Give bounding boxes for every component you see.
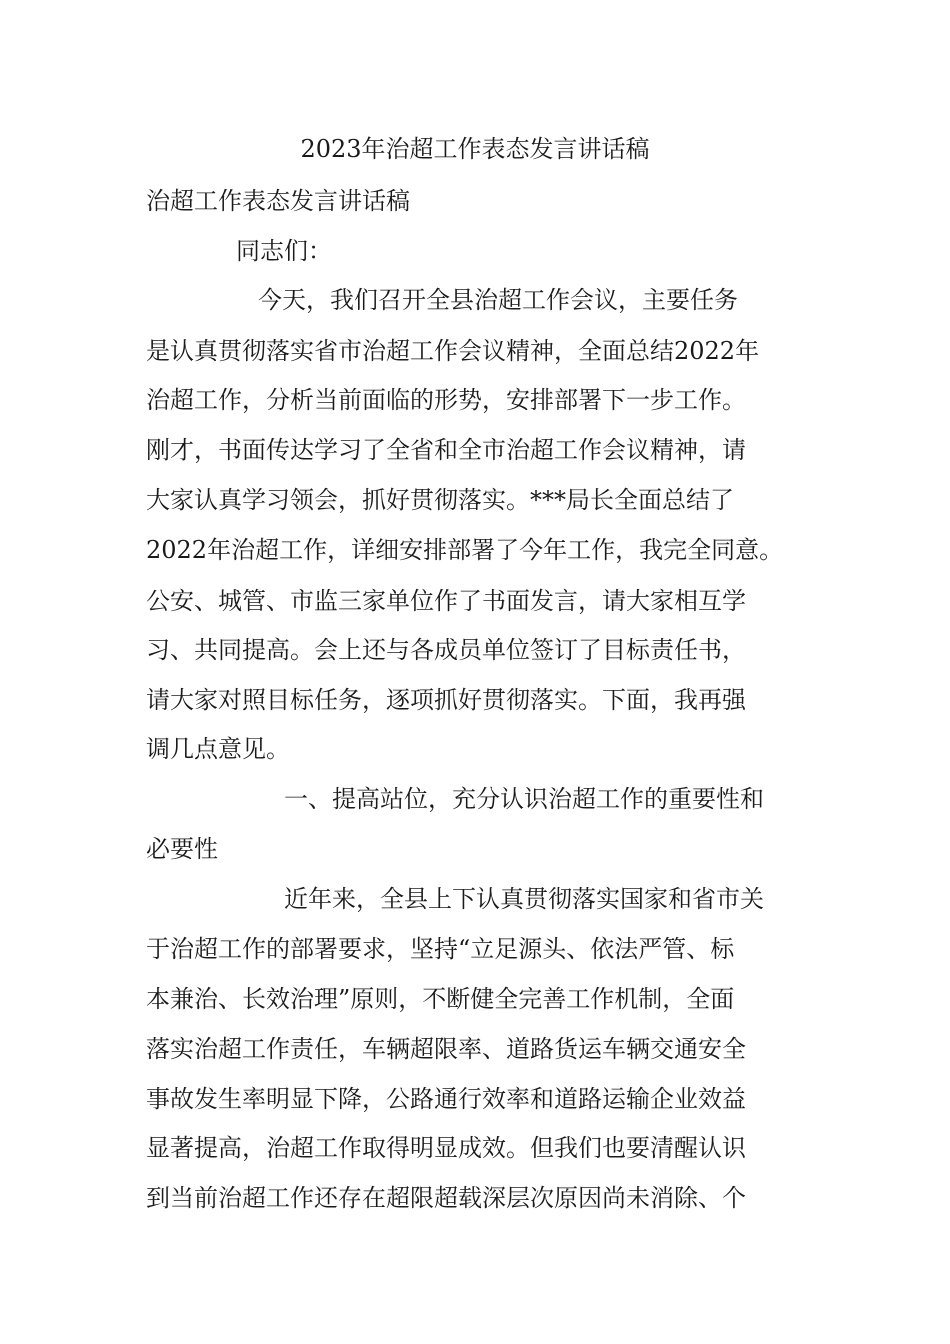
paragraph-line: 显著提高，治超工作取得明显成效。但我们也要清醒认识 (146, 1134, 746, 1162)
document-subtitle: 治超工作表态发言讲话稿 (146, 187, 410, 215)
paragraph-line: 于治超工作的部署要求，坚持“立足源头、依法严管、标 (146, 935, 735, 963)
greeting: 同志们： (236, 237, 332, 265)
paragraph-line: 2022年治超工作，详细安排部署了今年工作，我完全同意。 (146, 536, 784, 564)
paragraph-line: 本兼治、长效治理”原则，不断健全完善工作机制，全面 (146, 985, 735, 1013)
section-heading: 一、提高站位，充分认识治超工作的重要性和 (284, 785, 764, 813)
paragraph-line: 习、共同提高。会上还与各成员单位签订了目标责任书， (146, 636, 746, 664)
paragraph-line: 今天，我们召开全县治超工作会议，主要任务 (258, 286, 738, 314)
paragraph-line: 调几点意见。 (146, 735, 290, 763)
document-title: 2023年治超工作表态发言讲话稿 (300, 135, 650, 163)
paragraph-line: 公安、城管、市监三家单位作了书面发言，请大家相互学 (146, 587, 746, 615)
paragraph-line: 落实治超工作责任，车辆超限率、道路货运车辆交通安全 (146, 1035, 746, 1063)
paragraph-line: 刚才，书面传达学习了全省和全市治超工作会议精神，请 (146, 436, 746, 464)
paragraph-line: 事故发生率明显下降，公路通行效率和道路运输企业效益 (146, 1085, 746, 1113)
paragraph-line: 是认真贯彻落实省市治超工作会议精神，全面总结2022年 (146, 337, 760, 365)
paragraph-line: 到当前治超工作还存在超限超载深层次原因尚未消除、个 (146, 1184, 746, 1212)
paragraph-line: 请大家对照目标任务，逐项抓好贯彻落实。下面，我再强 (146, 686, 746, 714)
section-heading-continued: 必要性 (146, 835, 218, 863)
paragraph-line: 大家认真学习领会，抓好贯彻落实。***局长全面总结了 (146, 486, 734, 514)
paragraph-line: 治超工作，分析当前面临的形势，安排部署下一步工作。 (146, 386, 746, 414)
paragraph-line: 近年来，全县上下认真贯彻落实国家和省市关 (284, 885, 764, 913)
